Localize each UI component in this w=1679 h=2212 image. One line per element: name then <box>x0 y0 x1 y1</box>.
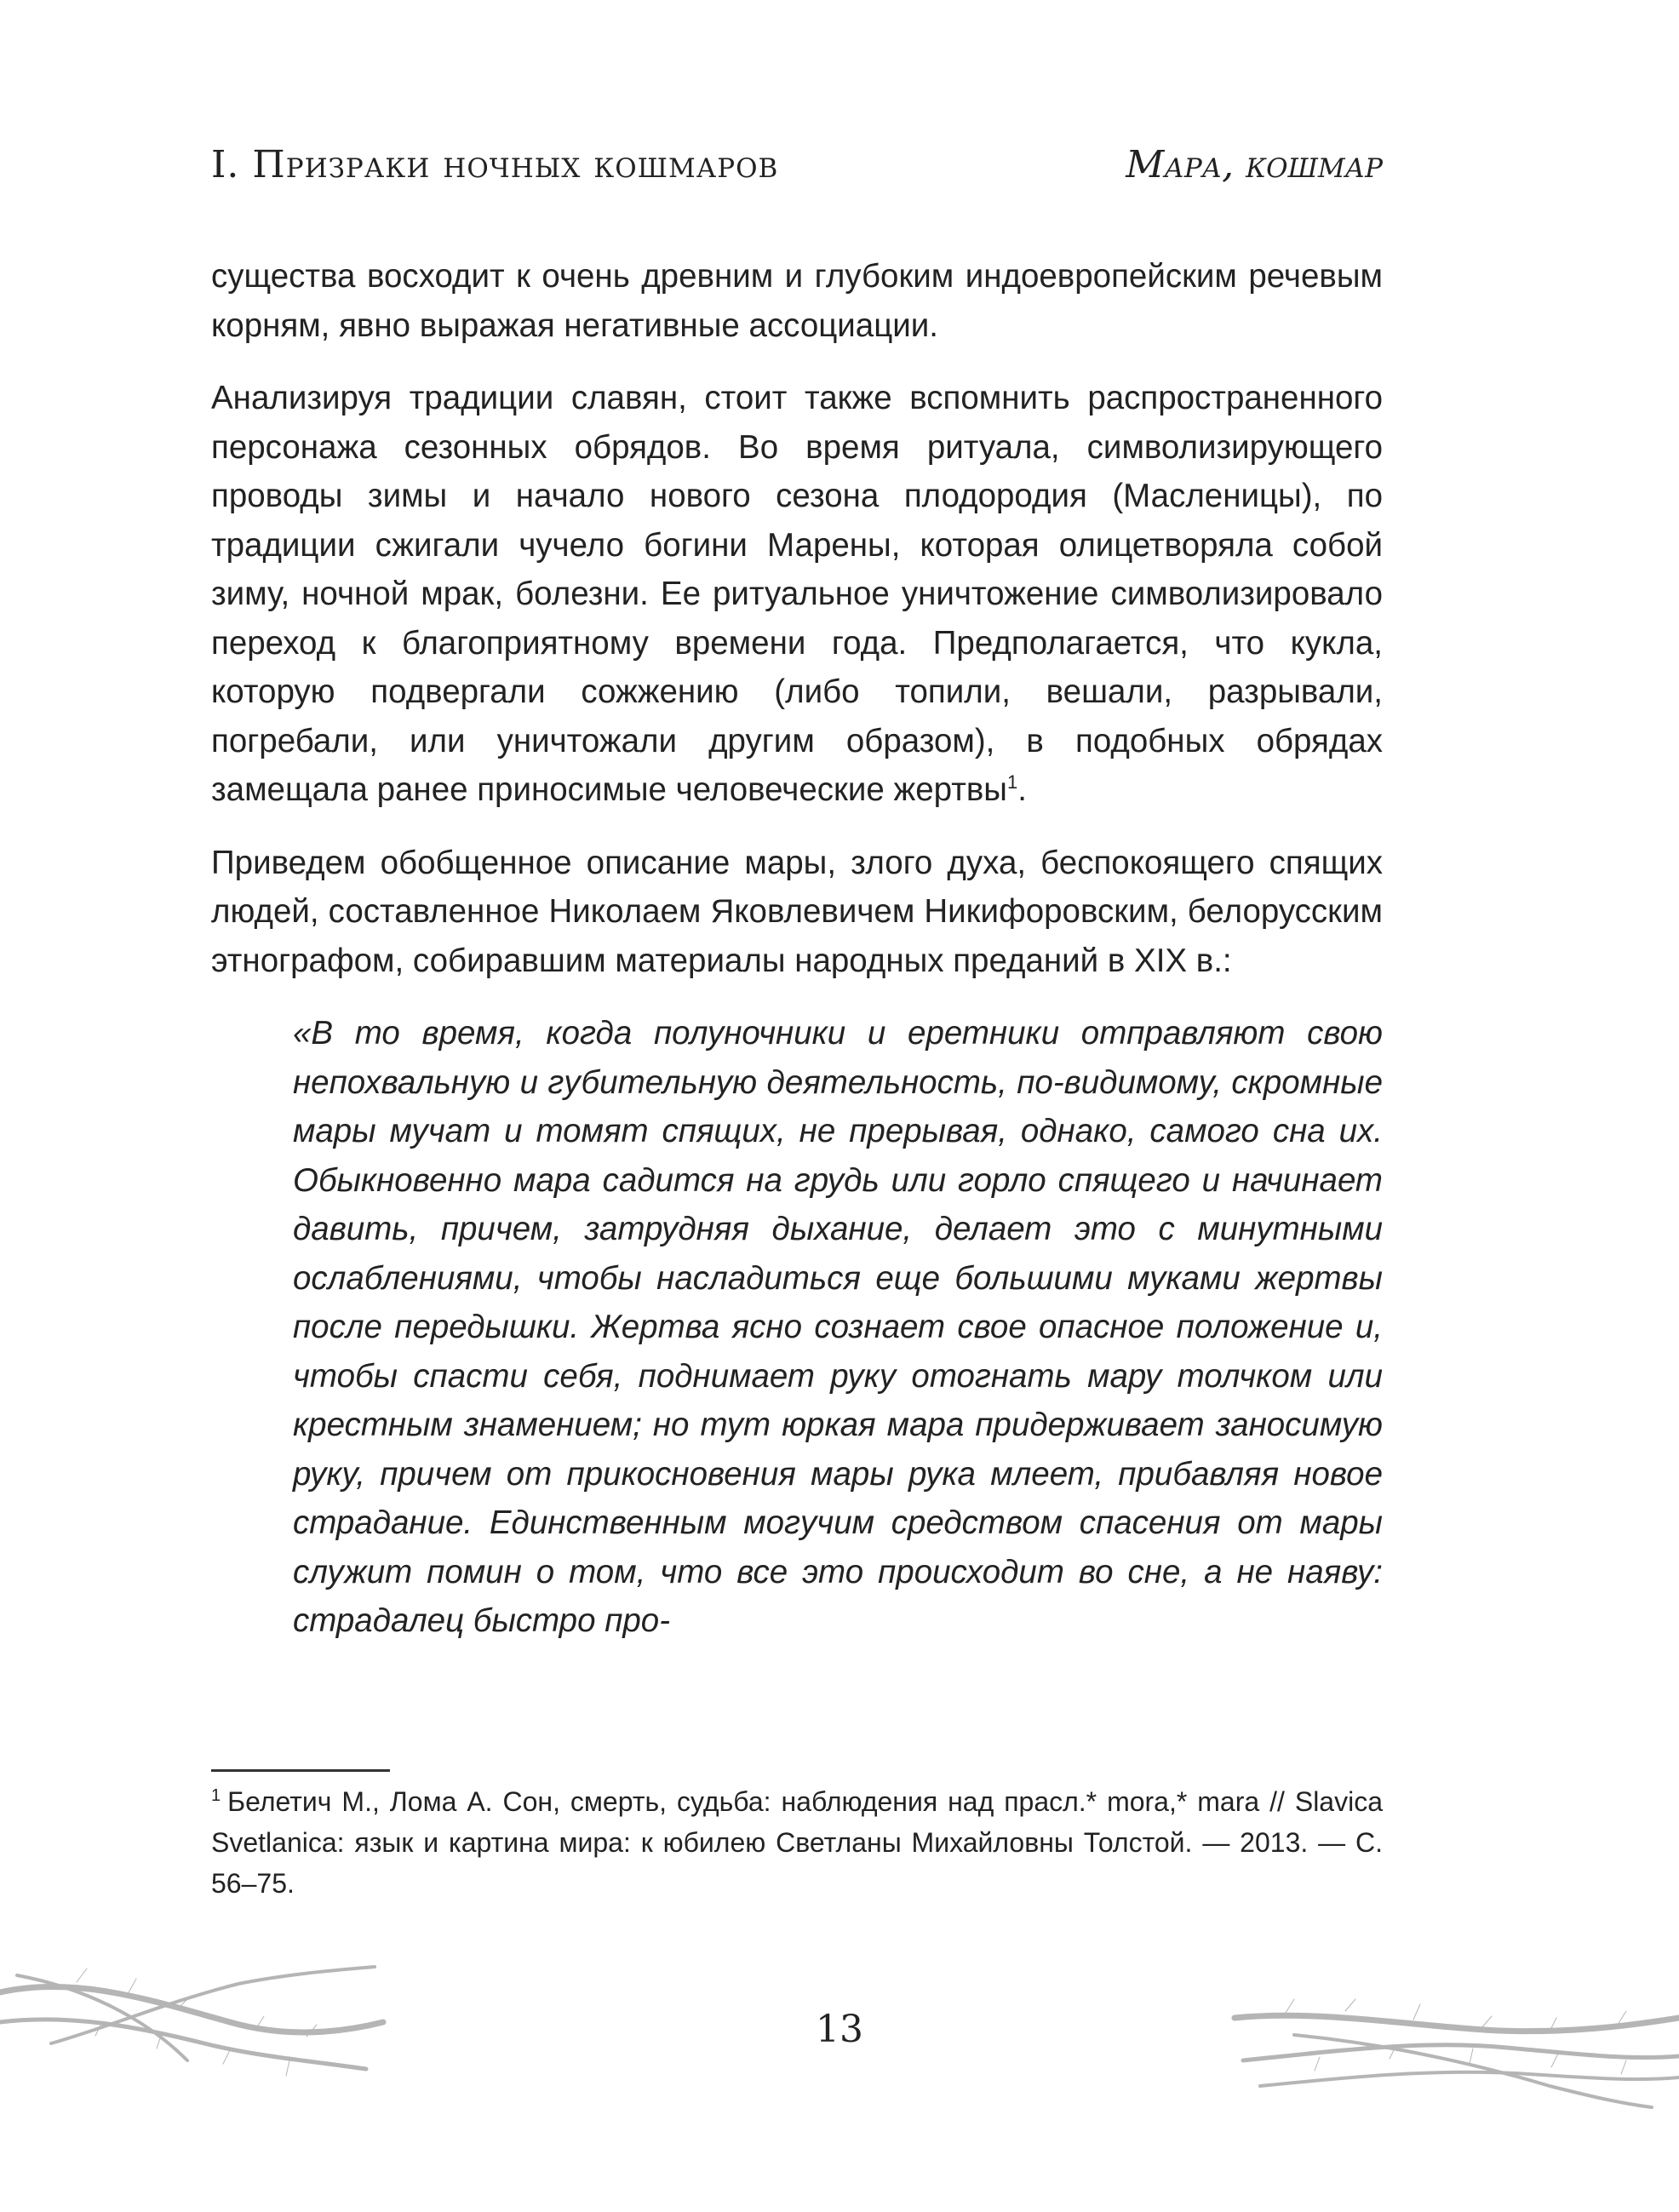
footnote-reference[interactable]: 1 <box>1006 771 1018 793</box>
paragraph: существа восходит к очень древним и глубоким индоевропейским речевым корням, явно выражая негативные ассоциации. <box>211 258 1383 344</box>
footnote-text: Белетич М., Лома А. Сон, смерть, судьба: наблюдения над прасл.* mora,* mara // Slavica Svetlanica: язык и картина мира: к юбилею Светланы Михайловны Толстой. — 2013. — С. 56–75. <box>211 1786 1383 1899</box>
body-text <box>211 252 1383 1670</box>
footnote <box>211 1781 1383 1904</box>
thorn-branch-ornament-right <box>1226 1975 1679 2112</box>
paragraph: Приведем обобщенное описание мары, злого духа, беспокоящего спящих людей, составленное Николаем Яковлевичем Никифоровским, белорусским этнографом, собиравшим материалы народных преданий в XIX в.: <box>211 844 1383 979</box>
footnote-divider <box>211 1769 390 1772</box>
footnote-mark: 1 <box>211 1786 221 1805</box>
chapter-title: I. Призраки ночных кошмаров <box>211 143 779 186</box>
paragraph: Анализируя традиции славян, стоит также вспомнить распространенного персонажа сезонных обрядов. Во время ритуала, символизирующего проводы зимы и начало нового сезона плодородия (Масленицы), по традиции сжигали чучело богини Марены, которая олицетворяла собой зиму, ночной мрак, болезни. Ее ритуальное уничтожение символизировало переход к благоприятному времени года. Предполагается, что кукла, которую подвергали сожжению (либо топили, вешали, разрывали, погребали, или уничтожали другим образом), в подобных обрядах замещала ранее приносимые человеческие жертвы$^1$. <box>211 380 1383 808</box>
section-title: Мара, кошмар <box>1126 143 1383 186</box>
block-quote: «В то время, когда полуночники и еретники отправляют свою непохвальную и губительную деятельность, по-видимому, скромные мары мучат и томят спящих, не прерывая, однако, самого сна их. Обыкновенно мара садится на грудь или горло спящего и начинает давить, причем, затрудняя дыхание, делает это с минутными ослаблениями, чтобы насладиться еще большими муками жертвы после передышки. Жертва ясно сознает свое опасное положение и, чтобы спасти себя, поднимает руку отогнать мару толчком или крестным знамением; но тут юркая мара придерживает заносимую руку, причем от прикосновения мары рука млеет, прибавляя новое страдание. Единственным могучим средством спасения от мары служит помин о том, что все это происходит во сне, а не наяву: страдалец быстро про- <box>293 1015 1383 1639</box>
running-header <box>211 143 1383 194</box>
page-number: 13 <box>816 2008 863 2051</box>
